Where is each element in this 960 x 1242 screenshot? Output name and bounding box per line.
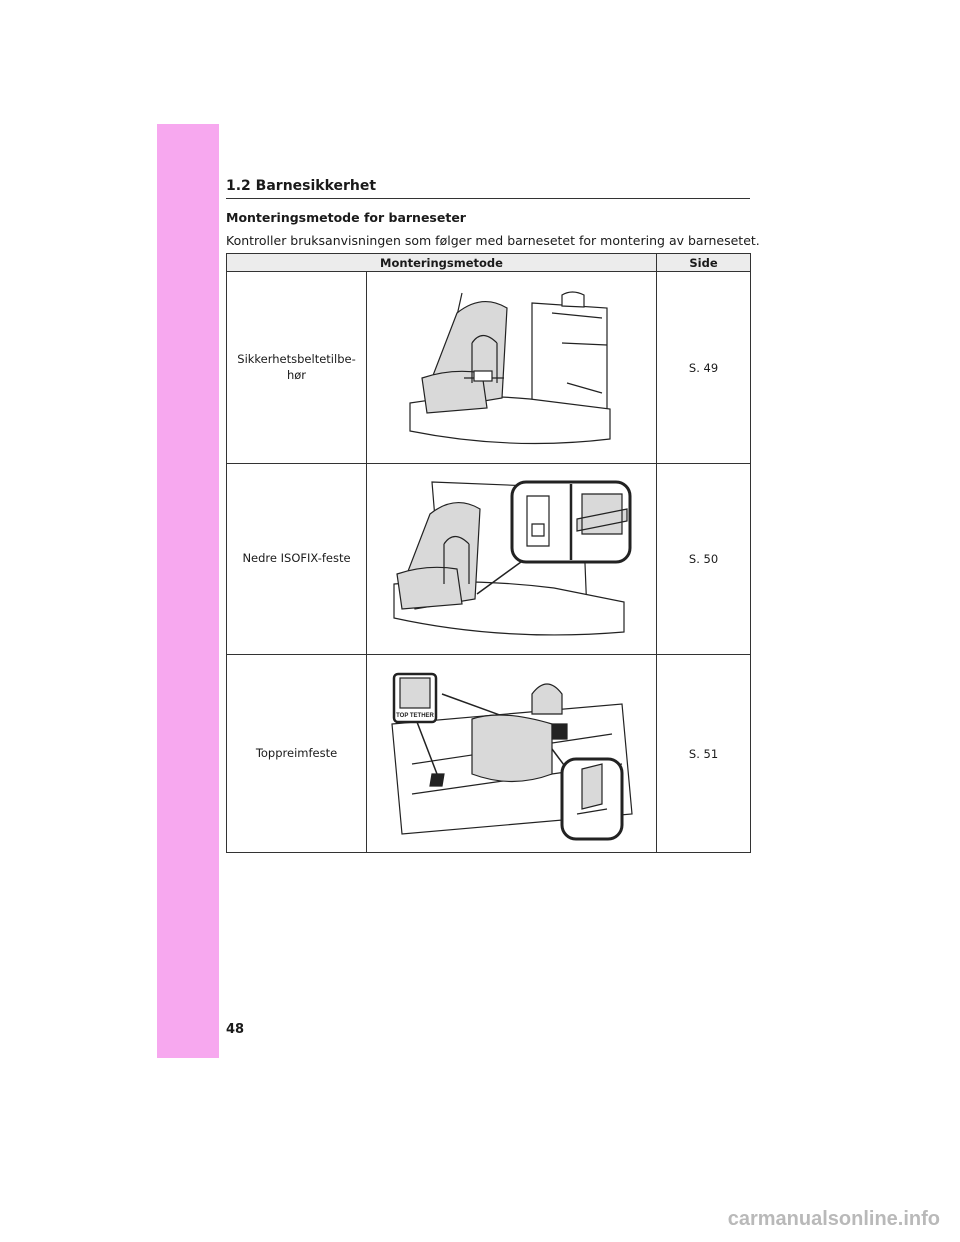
sub-heading: Monteringsmetode for barneseter xyxy=(226,210,466,225)
table-row xyxy=(227,272,751,464)
table-row xyxy=(227,655,751,853)
seatbelt-childseat-illustration xyxy=(367,272,657,464)
top-tether-label: TOP TETHER xyxy=(395,712,434,719)
page-reference: S. 51 xyxy=(657,655,751,853)
page-reference: S. 49 xyxy=(657,272,751,464)
section-title: 1.2 Barnesikkerhet xyxy=(226,178,750,199)
watermark: carmanualsonline.info xyxy=(727,1208,940,1230)
intro-text: Kontroller bruksanvisningen som følger med barnesetet for montering av barnesetet. xyxy=(226,233,760,248)
header-method: Monteringsmetode xyxy=(227,254,657,272)
installation-methods-table xyxy=(226,253,751,853)
isofix-anchor-illustration xyxy=(367,464,657,655)
top-tether-illustration xyxy=(367,655,657,853)
method-label: Toppreimfeste xyxy=(227,655,367,853)
side-color-strip xyxy=(157,124,219,1058)
header-page: Side xyxy=(657,254,751,272)
method-label: Nedre ISOFIX-feste xyxy=(227,464,367,655)
table-row xyxy=(227,464,751,655)
method-label: Sikkerhetsbeltetilbe- hør xyxy=(227,272,367,464)
table-header-row xyxy=(227,254,751,272)
page-reference: S. 50 xyxy=(657,464,751,655)
page-number: 48 xyxy=(226,1022,245,1037)
